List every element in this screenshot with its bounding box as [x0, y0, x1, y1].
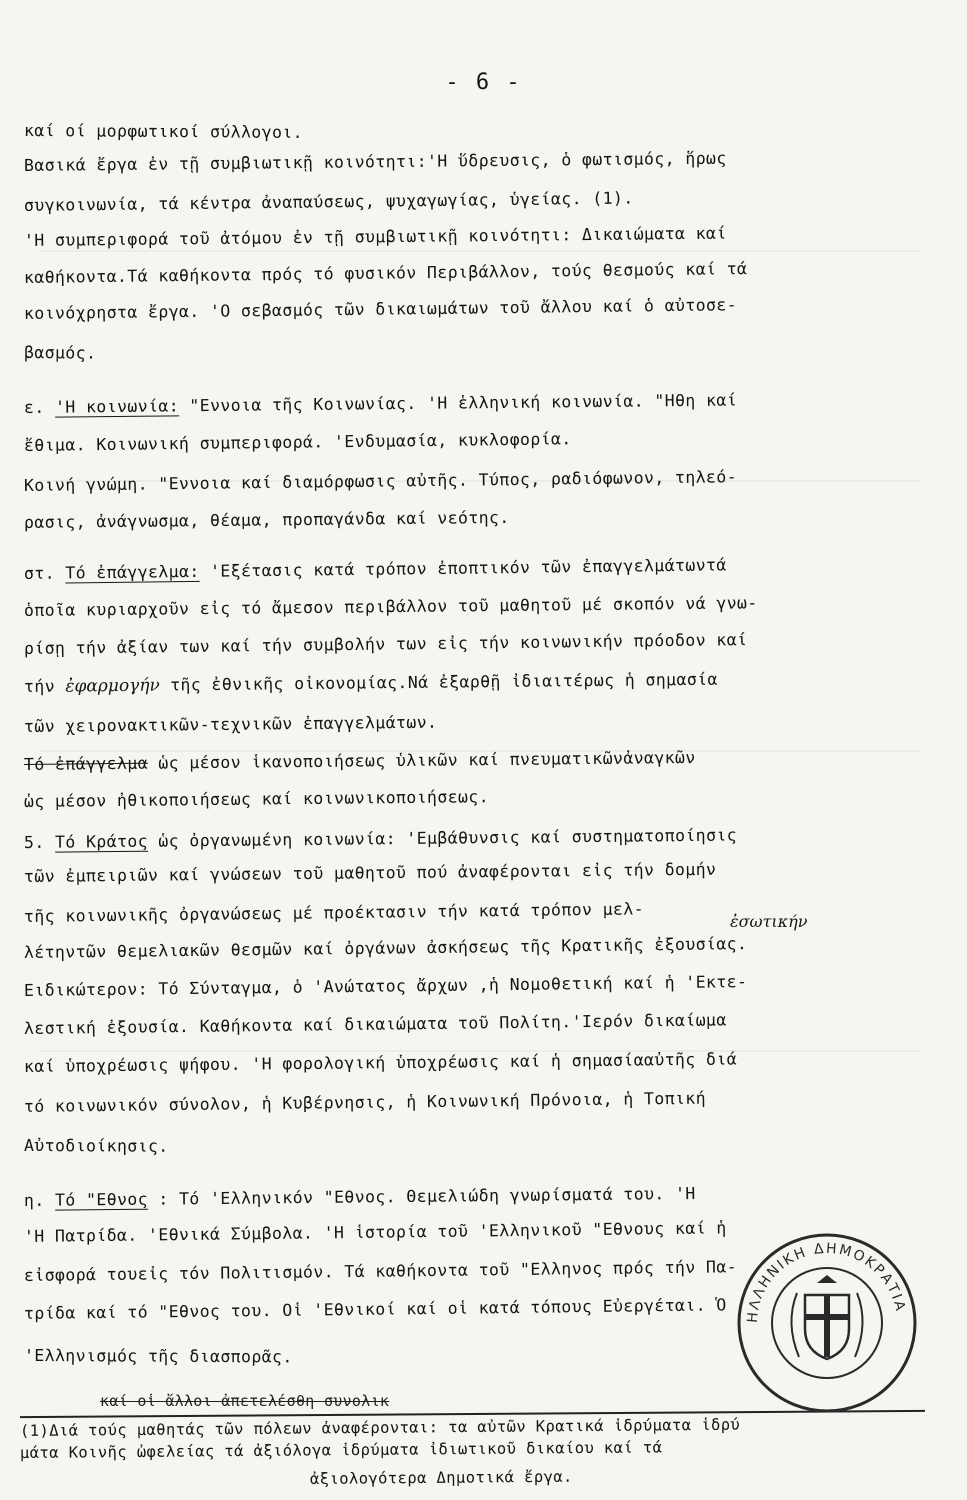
text-segment: καί οί μορφωτικοί σύλλογοι. [23, 121, 304, 142]
text-segment: Κοινή γνώμη. "Εννοια καί διαμόρφωσις αὐτῆς. Τύπος, ραδιόφωνον, τηλεό- [23, 467, 738, 495]
text-segment: τῶν χειρονακτικῶν-τεχνικῶν ἐπαγγελμάτων. [23, 712, 438, 736]
text-segment: η. [23, 1190, 56, 1210]
text-segment: λέτηντῶν θεμελιακῶν θεσμῶν καί ὀργάνων ἀσκήσεως τῆς Κρατικῆς ἐξουσίας. [23, 934, 748, 962]
text-line-l16 [24, 712, 438, 738]
coat-of-arms-icon [791, 1275, 862, 1359]
text-line-l24 [24, 1009, 727, 1040]
text-segment: ὡς μέσον ἠθικοποιήσεως καί κοινωνικοποιήσεως. [23, 787, 490, 811]
text-line-l30 [24, 1256, 737, 1287]
text-line-l26 [24, 1088, 706, 1118]
text-segment: ρίσῃ τήν ἀξίαν των καί τήν συμβολήν των εἰς τήν κοινωνικήν πρόοδον καί [23, 630, 748, 658]
text-segment: ε. [23, 397, 56, 417]
text-line-l3 [24, 188, 634, 217]
text-line-l1 [24, 120, 303, 144]
text-segment: "Εννοια τῆς Κοινωνίας. 'Η ἑλληνική κοινωνία. "Ηθη καί [178, 390, 738, 416]
text-segment: τήν [23, 676, 66, 696]
section-heading: 'Η κοινωνία: [54, 396, 180, 417]
text-segment: κοινόχρηστα ἔργα. 'Ο σεβασμός τῶν δικαιωμάτων τοῦ ἄλλου καί ὁ αὐτοσε- [23, 295, 738, 323]
text-line-l8 [24, 390, 737, 419]
official-seal-stamp [732, 1228, 922, 1418]
text-line-l32 [24, 1345, 293, 1368]
text-line-l13 [24, 592, 758, 622]
text-line-l25 [24, 1049, 737, 1078]
section-heading: Τό "Εθνος [54, 1189, 149, 1210]
text-line-l18 [24, 786, 489, 813]
text-segment: τό κοινωνικόν σύνολον, ἡ Κυβέρνησις, ἡ Κοινωνική Πρόνοια, ἡ Τοπική [23, 1088, 707, 1116]
handwritten-insertion: ἐσωτικήν [730, 912, 808, 931]
text-segment: ἔθιμα. Κοινωνική συμπεριφορά. 'Ενδυμασία, κυκλοφορία. [23, 429, 572, 455]
text-line-l12 [24, 554, 727, 585]
text-segment: Τό ἐπάγγελμα [23, 753, 149, 774]
text-line-l6 [24, 294, 737, 325]
text-segment: 'Η συμπεριφορά τοῦ ἀτόμου ἐν τῇ συμβιωτικῇ κοινότητι: Δικαιώματα καί [23, 223, 727, 250]
footnote-struck-line: καί οἱ ἄλλοι ἀπετελέσθη συνολικ [100, 1392, 390, 1410]
text-segment: βασμός. [23, 343, 97, 363]
text-line-l27 [24, 1135, 169, 1158]
text-segment: 5. [23, 832, 56, 852]
text-line-l14 [24, 629, 748, 660]
text-segment: Βασικά ἔργα ἐν τῇ συμβιωτικῇ κοινότητι:'Η ὕδρευσις, ὁ φωτισμός, ἥρως [23, 148, 727, 175]
text-line-l23 [24, 971, 748, 1002]
text-line-l9 [24, 428, 572, 457]
text-segment: καί ὑποχρέωσις ψήφου. 'Η φορολογική ὑποχρέωσις καί ἡ σημασίααὐτῆς διά [23, 1049, 738, 1076]
text-line-l4 [24, 223, 727, 252]
text-segment: λεστική ἐξουσία. Καθήκοντα καί δικαιώματα τοῦ Πολίτη.'Ιερόν δικαίωμα [23, 1010, 727, 1038]
text-line-l19 [24, 825, 737, 854]
text-segment: Ειδικώτερον: Τό Σύνταγμα, ὁ 'Ανώτατος ἄρχων ,ἡ Νομοθετική καί ἡ 'Εκτε- [23, 972, 748, 1000]
text-segment: 'Η Πατρίδα. 'Εθνικά Σύμβολα. 'Η ἱστορία τοῦ 'Ελληνικοῦ "Εθνους καί ἡ [23, 1218, 727, 1246]
text-line-l2 [24, 148, 727, 177]
handwritten-word: ἐφαρμογήν [65, 675, 160, 697]
section-heading: Τό ἐπάγγελμα: [65, 561, 200, 583]
text-segment: 'Ελληνισμός τῆς διασπορᾶς. [23, 1346, 293, 1367]
text-line-l29 [24, 1217, 727, 1248]
text-segment: τῆς ἐθνικῆς οἰκονομίας.Νά ἐξαρθῇ ἰδιαιτέρως ἡ σημασία [159, 669, 718, 695]
text-segment: ὁποῖα κυριαρχοῦν εἰς τό ἄμεσον περιβάλλον τοῦ μαθητοῦ μέ σκοπόν νά γνω- [23, 593, 758, 620]
footnote-line: (1)Διά τούς μαθητάς τῶν πόλεων ἀναφέρονται: τα αὐτῶν Κρατικά ἱδρύματα ἱδρύ [19, 1415, 741, 1440]
text-line-l10 [24, 466, 737, 497]
text-segment: : Τό 'Ελληνικόν "Εθνος. Θεμελιώδη γνωρίσματά του. 'Η [147, 1183, 696, 1209]
text-line-l22 [24, 933, 748, 964]
page-number: - 6 - [445, 70, 522, 95]
text-line-l11 [24, 507, 510, 534]
text-segment: ρασις, ἀνάγνωσμα, θέαμα, προπαγάνδα καί νεότης. [23, 507, 510, 532]
text-segment: καθήκοντα.Τά καθήκοντα πρός τό φυσικόν Περιβάλλον, τούς θεσμούς καί τά [23, 259, 748, 287]
text-line-l5 [24, 258, 748, 289]
text-segment: στ. [23, 563, 66, 583]
text-segment: τῶν ἐμπειριῶν καί γνώσεων τοῦ μαθητοῦ πού ἀναφέρονται εἰς τήν δομήν [23, 859, 717, 886]
text-segment: τῆς κοινωνικῆς ὀργανώσεως μέ προέκτασιν τήν κατά τρόπον μελ- [23, 899, 645, 926]
text-segment: 'Εξέτασις κατά τρόπον ἐποπτικόν τῶν ἐπαγγελμάτωντά [199, 555, 727, 581]
footnote-line: μάτα Κοινῆς ὠφελείας τά ἀξιόλογα ἱδρύματα ἰδιωτικοῦ δικαίου καί τά [19, 1438, 663, 1462]
text-segment: τρίδα καί τό "Εθνος του. Οἱ 'Εθνικοί καί οἱ κατά τόπους Εὐεργέται. Ὁ [23, 1295, 727, 1323]
text-line-l31 [24, 1294, 727, 1325]
text-line-l21 [24, 898, 644, 928]
section-heading: Τό Κράτος [54, 831, 149, 852]
text-segment: Αὐτοδιοίκησις. [23, 1136, 169, 1156]
text-segment: συγκοινωνία, τά κέντρα ἀναπαύσεως, ψυχαγωγίας, ὑγείας. (1). [23, 188, 634, 215]
text-segment: εἰσφορά τουεἰς τόν Πολιτισμόν. Τά καθήκοντα τοῦ "Ελληνος πρός τήν Πα- [23, 1257, 738, 1285]
text-line-l28 [24, 1183, 696, 1212]
footnote-line: ἀξιολογότερα Δημοτικά ἔργα. [309, 1467, 573, 1488]
text-line-l20 [24, 859, 717, 888]
text-segment: ὡς μέσον ἱκανοποιήσεως ὑλικῶν καί πνευματικῶνἀναγκῶν [147, 747, 696, 773]
text-segment: ὡς ὀργανωμένη κοινωνία: 'Εμβάθυνσις καί συστηματοποίησις [147, 825, 738, 851]
stamp-text: ΗΛΛΗΝΙΚΗ ΔΗΜΟΚΡΑΤΙΑ [744, 1240, 909, 1324]
text-line-l7 [24, 342, 97, 365]
text-line-l15 [24, 669, 718, 698]
